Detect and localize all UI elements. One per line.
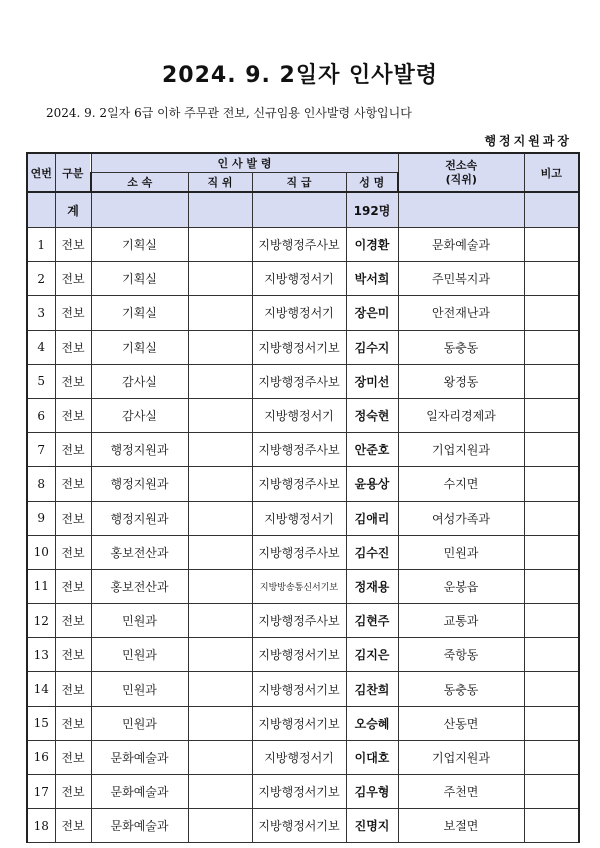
header-affiliation: 소 속 <box>91 173 188 193</box>
cell-no: 13 <box>27 638 55 672</box>
cell-name: 장은미 <box>346 296 398 330</box>
cell-name: 오승혜 <box>346 706 398 740</box>
cell-affiliation: 기획실 <box>91 330 188 364</box>
header-remark: 비고 <box>524 153 579 192</box>
table-row <box>27 433 579 467</box>
table-row <box>27 809 579 843</box>
cell-position <box>188 569 252 603</box>
cell-name: 안준호 <box>346 433 398 467</box>
cell-remark <box>524 262 579 296</box>
table-row <box>27 535 579 569</box>
cell-remark <box>524 296 579 330</box>
cell-name: 이경환 <box>346 228 398 262</box>
cell-position <box>188 535 252 569</box>
header-position: 직 위 <box>188 173 252 193</box>
cell-grade: 지방행정서기보 <box>252 809 346 843</box>
cell-type: 전보 <box>55 228 91 262</box>
table-row <box>27 604 579 638</box>
header-type: 구분 <box>55 153 91 192</box>
cell-position <box>188 604 252 638</box>
cell-new-dept: 민원과 <box>398 535 524 569</box>
table-row <box>27 638 579 672</box>
header-grade: 직 급 <box>252 173 346 193</box>
cell-no: 8 <box>27 467 55 501</box>
cell-position <box>188 501 252 535</box>
cell-type: 전보 <box>55 398 91 432</box>
cell-grade: 지방행정서기보 <box>252 672 346 706</box>
cell-new-dept: 일자리경제과 <box>398 398 524 432</box>
summary-label: 계 <box>55 192 91 228</box>
cell-remark <box>524 809 579 843</box>
cell-affiliation: 민원과 <box>91 706 188 740</box>
cell-remark <box>524 672 579 706</box>
cell-no: 15 <box>27 706 55 740</box>
cell-no: 6 <box>27 398 55 432</box>
cell-position <box>188 228 252 262</box>
table-row <box>27 398 579 432</box>
cell-remark <box>524 740 579 774</box>
cell-remark <box>524 604 579 638</box>
cell-new-dept: 안전재난과 <box>398 296 524 330</box>
cell-new-dept: 운봉읍 <box>398 569 524 603</box>
cell-grade: 지방방송통신서기보 <box>252 569 346 603</box>
cell-remark <box>524 775 579 809</box>
cell-new-dept: 죽항동 <box>398 638 524 672</box>
cell-name: 장미선 <box>346 364 398 398</box>
cell-remark <box>524 433 579 467</box>
cell-name: 김지은 <box>346 638 398 672</box>
cell-type: 전보 <box>55 638 91 672</box>
cell-remark <box>524 398 579 432</box>
cell-type: 전보 <box>55 569 91 603</box>
cell-position <box>188 638 252 672</box>
cell-affiliation: 기획실 <box>91 296 188 330</box>
document-title: 2024. 9. 2일자 인사발령 <box>161 63 439 88</box>
cell-name: 진명지 <box>346 809 398 843</box>
cell-no: 7 <box>27 433 55 467</box>
cell-new-dept: 주천면 <box>398 775 524 809</box>
cell-no: 10 <box>27 535 55 569</box>
cell-no: 5 <box>27 364 55 398</box>
cell-remark <box>524 364 579 398</box>
cell-grade: 지방행정주사보 <box>252 364 346 398</box>
cell-no: 1 <box>27 228 55 262</box>
cell-name: 박서희 <box>346 262 398 296</box>
summary-row <box>27 192 579 228</box>
cell-new-dept: 기업지원과 <box>398 433 524 467</box>
header-row-1 <box>27 153 579 173</box>
table-row <box>27 364 579 398</box>
table-row <box>27 706 579 740</box>
summary-empty <box>524 192 579 228</box>
cell-position <box>188 364 252 398</box>
cell-no: 2 <box>27 262 55 296</box>
cell-name: 김수지 <box>346 330 398 364</box>
cell-grade: 지방행정주사보 <box>252 604 346 638</box>
cell-type: 전보 <box>55 433 91 467</box>
cell-name: 정재용 <box>346 569 398 603</box>
cell-name: 김찬희 <box>346 672 398 706</box>
cell-remark <box>524 638 579 672</box>
cell-new-dept: 문화예술과 <box>398 228 524 262</box>
cell-position <box>188 398 252 432</box>
cell-grade: 지방행정서기보 <box>252 706 346 740</box>
cell-name: 정숙현 <box>346 398 398 432</box>
cell-affiliation: 기획실 <box>91 228 188 262</box>
cell-remark <box>524 569 579 603</box>
summary-empty <box>252 192 346 228</box>
cell-position <box>188 262 252 296</box>
table-row <box>27 330 579 364</box>
issuer-label: 행정지원과장 <box>484 134 572 148</box>
cell-position <box>188 672 252 706</box>
cell-new-dept: 여성가족과 <box>398 501 524 535</box>
cell-name: 윤용상 <box>346 467 398 501</box>
cell-type: 전보 <box>55 740 91 774</box>
table-row <box>27 228 579 262</box>
cell-affiliation: 민원과 <box>91 672 188 706</box>
cell-new-dept: 산동면 <box>398 706 524 740</box>
cell-affiliation: 행정지원과 <box>91 467 188 501</box>
cell-affiliation: 기획실 <box>91 262 188 296</box>
cell-position <box>188 433 252 467</box>
header-group: 인 사 발 령 <box>91 153 398 173</box>
cell-new-dept: 보절면 <box>398 809 524 843</box>
cell-new-dept: 동충동 <box>398 330 524 364</box>
cell-new-dept: 주민복지과 <box>398 262 524 296</box>
table-row <box>27 672 579 706</box>
table-row <box>27 262 579 296</box>
cell-type: 전보 <box>55 604 91 638</box>
cell-position <box>188 775 252 809</box>
cell-name: 김현주 <box>346 604 398 638</box>
cell-grade: 지방행정서기 <box>252 501 346 535</box>
cell-affiliation: 행정지원과 <box>91 433 188 467</box>
cell-grade: 지방행정서기 <box>252 740 346 774</box>
cell-grade: 지방행정서기 <box>252 398 346 432</box>
cell-name: 김우형 <box>346 775 398 809</box>
cell-name: 김수진 <box>346 535 398 569</box>
cell-position <box>188 330 252 364</box>
cell-no: 18 <box>27 809 55 843</box>
cell-type: 전보 <box>55 775 91 809</box>
cell-no: 9 <box>27 501 55 535</box>
cell-affiliation: 문화예술과 <box>91 775 188 809</box>
cell-position <box>188 740 252 774</box>
cell-remark <box>524 228 579 262</box>
cell-type: 전보 <box>55 364 91 398</box>
cell-type: 전보 <box>55 809 91 843</box>
personnel-table <box>26 152 580 843</box>
cell-type: 전보 <box>55 330 91 364</box>
cell-type: 전보 <box>55 706 91 740</box>
cell-affiliation: 감사실 <box>91 398 188 432</box>
cell-grade: 지방행정주사보 <box>252 228 346 262</box>
cell-type: 전보 <box>55 501 91 535</box>
cell-position <box>188 809 252 843</box>
table-row <box>27 775 579 809</box>
cell-remark <box>524 467 579 501</box>
table-row <box>27 467 579 501</box>
header-new-dept: 전소속 (직위) <box>398 153 524 192</box>
cell-new-dept: 기업지원과 <box>398 740 524 774</box>
cell-name: 이대호 <box>346 740 398 774</box>
summary-empty <box>91 192 188 228</box>
cell-type: 전보 <box>55 535 91 569</box>
cell-new-dept: 동충동 <box>398 672 524 706</box>
cell-remark <box>524 330 579 364</box>
cell-affiliation: 홍보전산과 <box>91 535 188 569</box>
summary-empty <box>188 192 252 228</box>
cell-affiliation: 문화예술과 <box>91 740 188 774</box>
table-row <box>27 569 579 603</box>
cell-position <box>188 467 252 501</box>
document-subtitle: 2024. 9. 2일자 6급 이하 주무관 전보, 신규임용 인사발령 사항입니다 <box>46 106 412 120</box>
cell-grade: 지방행정서기보 <box>252 638 346 672</box>
cell-affiliation: 민원과 <box>91 604 188 638</box>
cell-type: 전보 <box>55 296 91 330</box>
table-row <box>27 501 579 535</box>
summary-count: 192명 <box>346 192 398 228</box>
cell-type: 전보 <box>55 262 91 296</box>
cell-affiliation: 민원과 <box>91 638 188 672</box>
summary-empty <box>398 192 524 228</box>
cell-no: 4 <box>27 330 55 364</box>
cell-no: 14 <box>27 672 55 706</box>
cell-name: 김애리 <box>346 501 398 535</box>
cell-remark <box>524 501 579 535</box>
cell-grade: 지방행정주사보 <box>252 467 346 501</box>
cell-grade: 지방행정서기보 <box>252 775 346 809</box>
cell-grade: 지방행정서기 <box>252 262 346 296</box>
header-name: 성 명 <box>346 173 398 193</box>
cell-position <box>188 296 252 330</box>
cell-grade: 지방행정서기 <box>252 296 346 330</box>
cell-type: 전보 <box>55 467 91 501</box>
cell-affiliation: 홍보전산과 <box>91 569 188 603</box>
cell-new-dept: 왕정동 <box>398 364 524 398</box>
table-row <box>27 296 579 330</box>
cell-affiliation: 문화예술과 <box>91 809 188 843</box>
cell-no: 17 <box>27 775 55 809</box>
cell-grade: 지방행정주사보 <box>252 433 346 467</box>
cell-grade: 지방행정서기보 <box>252 330 346 364</box>
cell-no: 11 <box>27 569 55 603</box>
cell-no: 12 <box>27 604 55 638</box>
cell-new-dept: 수지면 <box>398 467 524 501</box>
cell-type: 전보 <box>55 672 91 706</box>
header-no: 연번 <box>27 153 55 192</box>
summary-empty <box>27 192 55 228</box>
cell-new-dept: 교통과 <box>398 604 524 638</box>
cell-affiliation: 감사실 <box>91 364 188 398</box>
cell-remark <box>524 706 579 740</box>
cell-grade: 지방행정주사보 <box>252 535 346 569</box>
cell-no: 16 <box>27 740 55 774</box>
table-row <box>27 740 579 774</box>
cell-remark <box>524 535 579 569</box>
cell-position <box>188 706 252 740</box>
cell-no: 3 <box>27 296 55 330</box>
cell-affiliation: 행정지원과 <box>91 501 188 535</box>
